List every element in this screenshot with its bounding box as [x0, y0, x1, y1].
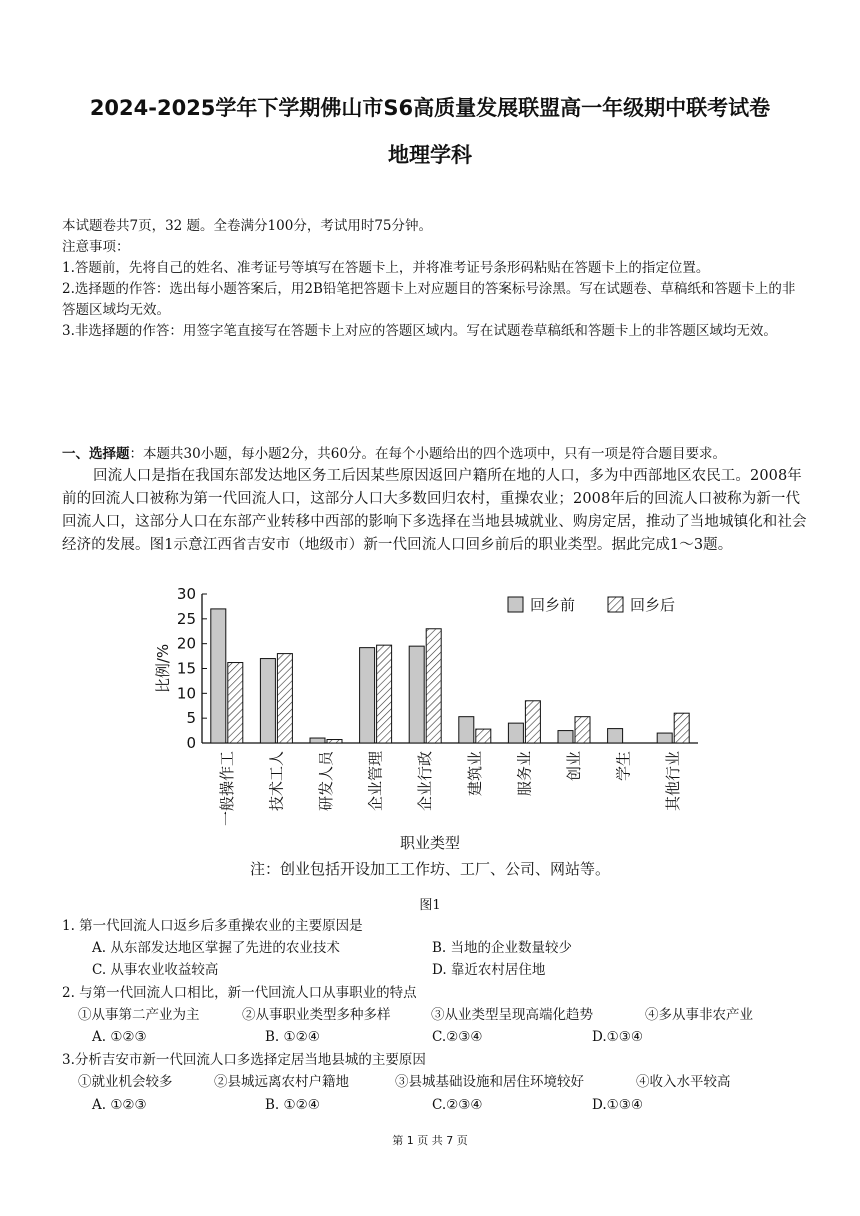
question-3-item-1: ①就业机会较多: [78, 1074, 173, 1090]
question-3-option-a: A. ①②③: [92, 1097, 147, 1113]
category-label-1: 一般操作工: [217, 751, 236, 827]
bar-after-6: [476, 729, 491, 743]
bar-before-4: [360, 648, 375, 743]
y-tick-label: 25: [176, 609, 196, 628]
bar-before-5: [409, 646, 424, 743]
bar-before-3: [310, 738, 325, 743]
question-3-item-3: ③县城基础设施和居住环境较好: [395, 1074, 584, 1090]
bar-after-5: [426, 629, 441, 743]
x-axis-label: 职业类型: [399, 834, 461, 852]
notice-title: 注意事项：: [62, 239, 130, 255]
notice-item-3: 3.非选择题的作答：用签字笔直接写在答题卡上对应的答题区域内。写在试题卷草稿纸和答题卡上的非答题区域均无效。: [62, 323, 777, 339]
bar-before-8: [558, 731, 573, 743]
question-1-option-d: D. 靠近农村居住地: [432, 962, 546, 978]
category-label-10: 其他行业: [664, 751, 683, 812]
y-axis-label: 比例/%: [154, 643, 172, 694]
question-2-option-d: D.①③④: [592, 1029, 643, 1045]
chart-legend: [508, 596, 675, 614]
legend-swatch-before: [508, 597, 523, 612]
category-label-4: 企业管理: [366, 751, 385, 812]
bar-after-4: [377, 645, 392, 743]
bar-before-9: [608, 729, 623, 743]
bar-before-1: [211, 609, 226, 743]
subject-title: 地理学科: [388, 143, 472, 167]
bar-before-6: [459, 717, 474, 743]
chart-bars: [211, 609, 689, 743]
question-3-item-4: ④收入水平较高: [636, 1074, 731, 1090]
category-label-8: 创业: [565, 751, 583, 782]
category-label-5: 企业行政: [416, 751, 435, 812]
legend-swatch-after: [608, 597, 623, 612]
category-label-7: 服务业: [515, 751, 534, 797]
bar-after-10: [674, 713, 689, 743]
bar-before-10: [657, 733, 672, 743]
section-heading: [62, 444, 802, 465]
y-tick-label: 30: [176, 585, 196, 603]
chart-note: 注：创业包括开设加工工作坊、工厂、公司、网站等。: [249, 860, 610, 878]
exam-instructions: [62, 216, 802, 342]
question-3-option-c: C.②③④: [432, 1097, 483, 1113]
question-3-stem: 3.分析吉安市新一代回流人口多选择定居当地县城的主要原因: [62, 1052, 426, 1068]
figure-label: 图1: [419, 898, 441, 913]
exam-info-line: 本试题卷共7页，32 题。全卷满分100分，考试用时75分钟。: [62, 218, 433, 234]
question-2-option-a: A. ①②③: [92, 1029, 147, 1045]
y-tick-label: 0: [186, 734, 196, 752]
question-2-item-4: ④多从事非农产业: [645, 1007, 753, 1023]
page-title: 2024-2025学年下学期佛山市S6高质量发展联盟高一年级期中联考试卷: [89, 96, 771, 120]
chart-axes: [202, 594, 698, 743]
bar-after-7: [525, 701, 540, 743]
question-1-option-b: B. 当地的企业数量较少: [432, 940, 573, 956]
y-tick-label: 5: [186, 709, 196, 728]
question-2-option-b: B. ①②④: [265, 1029, 320, 1045]
y-tick-label: 20: [176, 634, 196, 653]
y-tick-label: 15: [176, 659, 196, 678]
bar-before-7: [508, 723, 523, 743]
question-2-item-3: ③从业类型呈现高端化趋势: [431, 1007, 593, 1023]
question-2-item-2: ②从事职业类型多种多样: [242, 1007, 391, 1023]
bar-after-2: [277, 654, 292, 743]
legend-label-after: 回乡后: [630, 596, 676, 614]
question-3-item-2: ②县城远离农村户籍地: [214, 1074, 349, 1090]
bar-before-2: [260, 659, 275, 743]
section-heading-label: 一、选择题: [62, 446, 130, 462]
question-2-stem: 2. 与第一代回流人口相比，新一代回流人口从事职业的特点: [62, 985, 417, 1001]
question-2-option-c: C.②③④: [432, 1029, 483, 1045]
category-label-2: 技术工人: [267, 751, 286, 812]
bar-after-8: [575, 717, 590, 743]
notice-item-2: 2.选择题的作答：选出每小题答案后，用2B铅笔把答题卡上对应题目的答案标号涂黑。写在试题卷、草稿纸和答题卡上的非答题区域均无效。: [62, 281, 796, 318]
question-1-option-a: A. 从东部发达地区掌握了先进的农业技术: [92, 940, 340, 956]
question-2-item-1: ①从事第二产业为主: [78, 1007, 200, 1023]
category-label-9: 学生: [614, 751, 633, 782]
question-3-option-b: B. ①②④: [265, 1097, 320, 1113]
occupation-bar-chart: [150, 582, 710, 854]
bar-after-1: [228, 663, 243, 743]
question-1-option-c: C. 从事农业收益较高: [92, 962, 219, 978]
y-tick-label: 10: [176, 684, 196, 703]
question-stem: 回流人口是指在我国东部发达地区务工后因某些原因返回户籍所在地的人口，多为中西部地区农民工。2008年前的回流人口被称为第一代回流人口，这部分人口大多数回归农村，重操农业；2008年后的回流人口被称为新一代回流人口，这部分人口在东部产业转移中西部的影响下多选择在当地县城就业、购房定居，推动了当地城镇化和社会经济的发展。图1示意江西省吉安市（地级市）新一代回流人口回乡前后的职业类型。据此完成1～3题。: [62, 468, 807, 553]
category-label-3: 研发人员: [317, 751, 335, 812]
legend-label-before: 回乡前: [530, 596, 576, 614]
question-1-stem: 1. 第一代回流人口返乡后多重操农业的主要原因是: [62, 918, 363, 934]
page-footer: 第 1 页 共 7 页: [392, 1134, 468, 1147]
bar-after-3: [327, 740, 342, 743]
category-label-6: 建筑业: [465, 751, 484, 797]
notice-item-1: 1.答题前，先将自己的姓名、准考证号等填写在答题卡上，并将准考证号条形码粘贴在答题卡上的指定位置。: [62, 260, 710, 276]
question-3-option-d: D.①③④: [592, 1097, 643, 1113]
section-heading-text: ：本题共30小题，每小题2分，共60分。在每个小题给出的四个选项中，只有一项是符合题目要求。: [129, 446, 726, 462]
